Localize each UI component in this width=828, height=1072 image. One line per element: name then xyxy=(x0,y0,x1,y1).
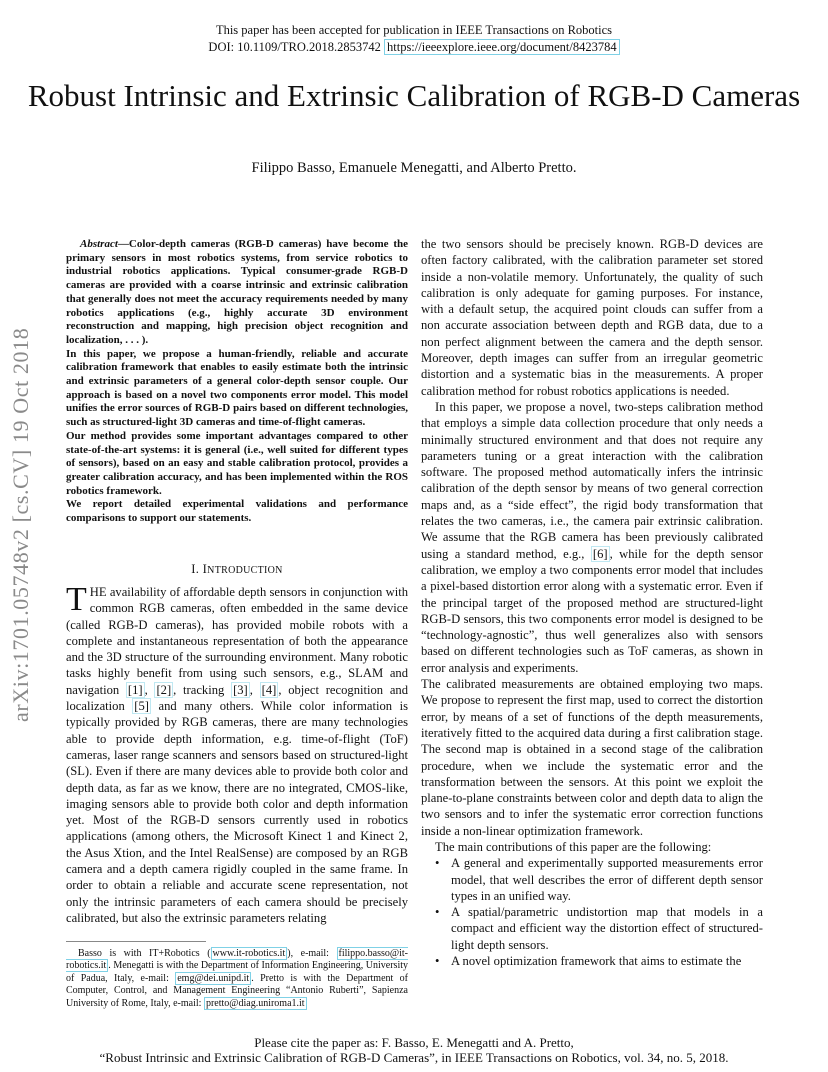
footnote-link[interactable]: www.it-robotics.it xyxy=(212,948,286,959)
footnote-text: . Menegatti is with the Department of Information Engineering, University of Padua, Italy, e-mail: xyxy=(66,960,408,984)
right-paragraph-1: the two sensors should be precisely known. RGB-D devices are often factory calibrated, with the calibration parameter set stored inside a non-volatile memory. Unfortunately, the quality of such calibration is only adequate for gaming purposes. For instance, with a default setup, the acquired point clouds can suffer from a non accurate association between depth and RGB data, due to a non perfect alignment between the camera and the depth sensor. Moreover, depth images can suffer from an irregular geometric distortion and a systematic bias in the measurements. A proper calibration method for robust robotics applications is needed. xyxy=(421,237,763,398)
footnote-text: ), e-mail: xyxy=(287,948,337,959)
intro-text: , xyxy=(249,682,260,697)
right-text: , while for the depth sensor calibration, we employ a two components error model that includes a pixel-based distortion error along with a systematic error. Even if the principal target of the proposed method are structured-light RGB-D sensors, this two components error model is designed to be “technology-agnostic”, thus well generalizes also with sensors based on different technologies such as ToF cameras, as shown in error analysis and experiments. xyxy=(421,546,763,675)
intro-left-column xyxy=(66,581,409,926)
right-text: In this paper, we propose a novel, two-steps calibration method that employs a simple data collection procedure that only needs a minimally structured environment and that does not require any parameters tuning or a great interaction with the calibration software. The proposed method automatically infers the intrinsic calibration of the depth sensor by means of two general correction maps and, as a “side effect”, the rigid body transformation that relates the two cameras, i.e., the camera pair extrinsic calibration. We assume that the RGB camera has been previously calibrated using a standard method, e.g., xyxy=(421,399,763,561)
footnote-rule xyxy=(66,941,206,942)
footnote-text: . Pretto is with the Department of Computer, Control, and Management Engineering “Antonio Ruberti”, Sapienza University of Rome, Italy, e-mail: xyxy=(66,972,408,1009)
contribution-item: • A spatial/parametric undistortion map that models in a compact and efficient way the distortion effect of structured-light depth sensors. xyxy=(451,904,763,953)
intro-text: , tracking xyxy=(173,682,232,697)
abstract-para-4: We report detailed experimental validations and performance comparisons to support our statements. xyxy=(66,498,408,525)
cite-instruction: Please cite the paper as: F. Basso, E. Menegatti and A. Pretto, xyxy=(254,1035,574,1050)
abstract-text-1: Color-depth cameras (RGB-D cameras) have become the primary sensors in most robotics systems, from service robotics to industrial robotics applications. Typical consumer-grade RGB-D cameras are provided with a coarse intrinsic and extrinsic calibration that generally does not meet the accuracy requirements needed by many robotics applications (e.g., highly accurate 3D environment reconstruction and mapping, high precision object recognition and localization, . . . ). xyxy=(66,238,408,346)
drop-cap: T xyxy=(66,581,87,618)
right-paragraph-4: The main contributions of this paper are the following: xyxy=(435,839,712,854)
intro-text: and many others. While color information is typically provided by RGB cameras, there are many technologies able to provide depth information, e.g. time-of-flight (ToF) cameras, laser range scanners and sensors based on structured-light (SL). Even if there are many devices able to provide both color and depth data, as far as we know, there are no integrated, CMOS-like, imaging sensors able to provide both color and depth information yet. Most of the RGB-D sensors currently used in robotics applications (among others, the Microsoft Kinect 1 and Kinect 2, the Asus Xtion, and the Intel RealSense) are composed by an RGB camera and a depth camera rigidly coupled in the same frame. In order to obtain a reliable and accurate scene representation, not only the intrinsic parameters of each camera should be precisely calibrated, but also the extrinsic parameters relating xyxy=(66,699,408,925)
intro-text: , xyxy=(144,682,155,697)
contributions-list xyxy=(421,855,763,969)
doi-line xyxy=(0,39,828,56)
footnote xyxy=(66,948,408,1010)
doi-text: DOI: 10.1109/TRO.2018.2853742 xyxy=(208,40,381,54)
intro-text: HE availability of affordable depth sensors in conjunction with common RGB cameras, often embedded in the same device (called RGB-D cameras), has provided mobile robots with a complete and instantaneous representation of both the appearance and the 3D structure of the surrounding environment. Many robotic tasks highly benefit from using such sensors, e.g., SLAM and navigation xyxy=(66,585,408,697)
section-heading: I. INTRODUCTION xyxy=(191,562,283,576)
citation-link[interactable]: [4] xyxy=(261,682,277,697)
footnote-link[interactable]: pretto@diag.uniroma1.it xyxy=(205,997,305,1009)
intro-paragraph xyxy=(66,581,409,926)
cite-reference: “Robust Intrinsic and Extrinsic Calibration of RGB-D Cameras”, in IEEE Transactions on Robotics, vol. 34, no. 5, 2018. xyxy=(99,1050,729,1065)
abstract-label: Abstract xyxy=(80,238,118,250)
right-paragraph-2 xyxy=(421,399,763,676)
citation-link[interactable]: [1] xyxy=(127,682,143,697)
intro-right-column xyxy=(421,236,763,969)
paper-title: Robust Intrinsic and Extrinsic Calibration of RGB-D Cameras xyxy=(27,78,801,113)
abstract-para-3: Our method provides some important advantages compared to other state-of-the-art systems: it is general (i.e., well suited for different types of sensors), based on an easy and stable calibration protocol, provides a greater calibration accuracy, and has been implemented within the ROS robotics framework. xyxy=(66,429,408,497)
footnote-link[interactable]: emg@dei.unipd.it xyxy=(177,972,250,984)
doi-link[interactable]: https://ieeexplore.ieee.org/document/8423784 xyxy=(384,39,620,55)
citation-link[interactable]: [5] xyxy=(134,699,149,714)
abstract xyxy=(66,238,408,526)
abstract-para-1: Abstract—Color-depth cameras (RGB-D cameras) have become the primary sensors in most robotics systems, from service robotics to industrial robotics applications. Typical consumer-grade RGB-D cameras are provided with a coarse intrinsic and extrinsic calibration that generally does not meet the accuracy requirements needed by many robotics applications (e.g., highly accurate 3D environment reconstruction and mapping, high precision object recognition and localization, . . . ). xyxy=(66,238,408,346)
footnote-text: Basso is with IT+Robotics ( xyxy=(78,948,211,959)
contribution-item: • A general and experimentally supported measurements error model, that well describes the error of different depth sensor types in an unified way. xyxy=(451,855,763,904)
citation-link[interactable]: [3] xyxy=(233,682,248,697)
abstract-para-2: In this paper, we propose a human-friendly, reliable and accurate calibration framework that enables to easily estimate both the intrinsic and extrinsic parameters of a general color-depth sensor couple. Our approach is based on a novel two components error model. This model unifies the error sources of RGB-D pairs based on different technologies, such as structured-light 3D cameras and time-of-flight cameras. xyxy=(66,347,408,429)
paper-authors: Filippo Basso, Emanuele Menegatti, and Alberto Pretto. xyxy=(251,160,577,176)
publication-notice: This paper has been accepted for publication in IEEE Transactions on Robotics xyxy=(215,23,613,37)
footnote-link[interactable]: filippo.basso@it-robotics.it xyxy=(66,948,408,972)
right-paragraph-3: The calibrated measurements are obtained employing two maps. We propose to represent the first map, used to correct the distortion error, by means of a set of functions of the depth measurements, iteratively fitted to the acquired data during a first calibration stage. The second map is obtained in a second stage of the calibration procedure, when we include the systematic error and the transformation between the sensors. At this point we exploit the plane-to-plane constraints between color and depth data to align the two sensors and to infer the systematic error correction functions inside a non-linear optimization framework. xyxy=(421,677,763,838)
intro-text: , object recognition and localization xyxy=(66,682,409,714)
citation-link[interactable]: [6] xyxy=(592,546,608,561)
arxiv-stamp: arXiv:1701.05748v2 [cs.CV] 19 Oct 2018 xyxy=(8,327,33,723)
citation-link[interactable]: [2] xyxy=(156,682,172,697)
contribution-item: • A novel optimization framework that aims to estimate the xyxy=(451,953,763,969)
